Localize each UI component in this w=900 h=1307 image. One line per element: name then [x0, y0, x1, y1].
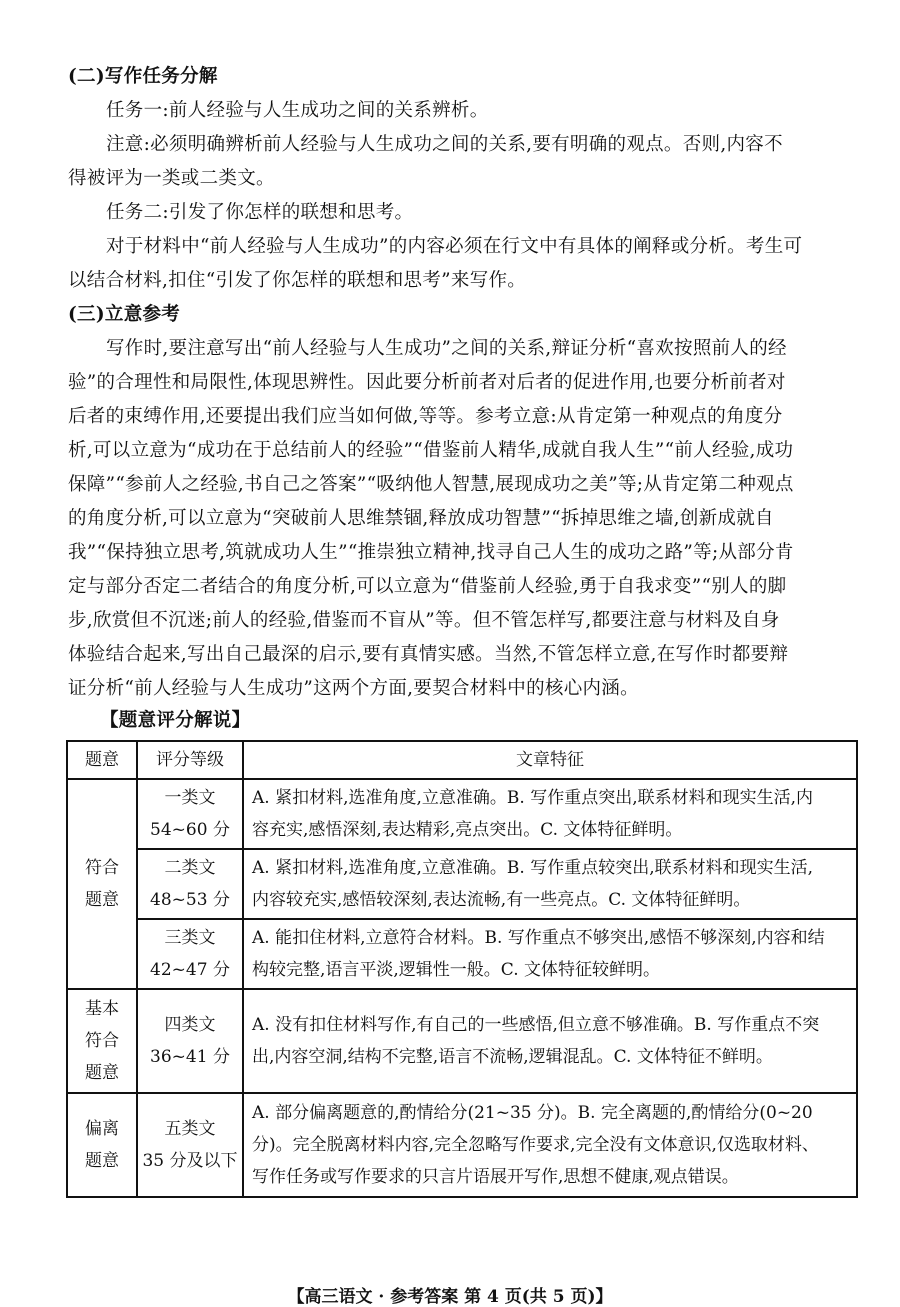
paragraph-line: 证分析“前人经验与人生成功”这两个方面,要契合材料中的核心内涵。 [68, 678, 639, 699]
rubric-heading: 【题意评分解说】 [100, 710, 251, 731]
table-row [67, 919, 857, 989]
category-cell: 基本 符合 题意 [67, 989, 137, 1093]
task-one: 任务一:前人经验与人生成功之间的关系辨析。 [106, 100, 489, 121]
note-line: 得被评为一类或二类文。 [68, 168, 275, 189]
paragraph-line: 析,可以立意为“成功在于总结前人的经验”“借鉴前人精华,成就自我人生”“前人经验,成功 [68, 440, 794, 461]
page-footer: 【高三语文 · 参考答案 第 4 页(共 5 页)】 [287, 1287, 613, 1307]
section-heading-task-breakdown: (二)写作任务分解 [68, 66, 218, 87]
grade-cell: 一类文 54~60 分 [137, 779, 243, 849]
features-cell: A. 部分偏离题意的,酌情给分(21~35 分)。B. 完全离题的,酌情给分(0~20 分)。完全脱离材料内容,完全忽略写作要求,完全没有文体意识,仅选取材料、 写作任务或写作要求的只言片语展开写作,思想不健康,观点错误。 [243, 1093, 857, 1197]
material-note-line: 对于材料中“前人经验与人生成功”的内容必须在行文中有具体的阐释或分析。考生可 [106, 236, 803, 257]
paragraph-line: 的角度分析,可以立意为“突破前人思维禁锢,释放成功智慧”“拆掉思维之墙,创新成就自 [68, 508, 774, 529]
header-topic: 题意 [67, 741, 137, 779]
table-row [67, 779, 857, 849]
table-row [67, 1093, 857, 1197]
category-cell: 符合 题意 [67, 779, 137, 989]
grade-cell: 二类文 48~53 分 [137, 849, 243, 919]
paragraph-line: 后者的束缚作用,还要提出我们应当如何做,等等。参考立意:从肯定第一种观点的角度分 [68, 406, 783, 427]
grade-cell: 四类文 36~41 分 [137, 989, 243, 1093]
material-note-line: 以结合材料,扣住“引发了你怎样的联想和思考”来写作。 [68, 270, 527, 291]
task-two: 任务二:引发了你怎样的联想和思考。 [106, 202, 414, 223]
paragraph-line: 写作时,要注意写出“前人经验与人生成功”之间的关系,辩证分析“喜欢按照前人的经 [106, 338, 787, 359]
features-cell: A. 能扣住材料,立意符合材料。B. 写作重点不够突出,感悟不够深刻,内容和结 构较完整,语言平淡,逻辑性一般。C. 文体特征较鲜明。 [243, 919, 857, 989]
paragraph-line: 验”的合理性和局限性,体现思辨性。因此要分析前者对后者的促进作用,也要分析前者对 [68, 372, 786, 393]
paragraph-line: 体验结合起来,写出自己最深的启示,要有真情实感。当然,不管怎样立意,在写作时都要辩 [68, 644, 789, 665]
table-row [67, 849, 857, 919]
features-cell: A. 紧扣材料,选准角度,立意准确。B. 写作重点较突出,联系材料和现实生活, 内容较充实,感悟较深刻,表达流畅,有一些亮点。C. 文体特征鲜明。 [243, 849, 857, 919]
header-grade: 评分等级 [137, 741, 243, 779]
header-features: 文章特征 [243, 741, 857, 779]
table-header-row [67, 741, 857, 779]
category-cell: 偏离 题意 [67, 1093, 137, 1197]
features-cell: A. 紧扣材料,选准角度,立意准确。B. 写作重点突出,联系材料和现实生活,内 容充实,感悟深刻,表达精彩,亮点突出。C. 文体特征鲜明。 [243, 779, 857, 849]
grade-cell: 五类文 35 分及以下 [137, 1093, 243, 1197]
paragraph-line: 保障”“参前人之经验,书自己之答案”“吸纳他人智慧,展现成功之美”等;从肯定第二种观点 [68, 474, 794, 495]
rubric-table [66, 740, 858, 1198]
paragraph-line: 步,欣赏但不沉迷;前人的经验,借鉴而不盲从”等。但不管怎样写,都要注意与材料及自身 [68, 610, 780, 631]
section-heading-theme-reference: (三)立意参考 [68, 304, 181, 325]
features-cell: A. 没有扣住材料写作,有自己的一些感悟,但立意不够准确。B. 写作重点不突 出,内容空洞,结构不完整,语言不流畅,逻辑混乱。C. 文体特征不鲜明。 [243, 989, 857, 1093]
paragraph-line: 定与部分否定二者结合的角度分析,可以立意为“借鉴前人经验,勇于自我求变”“别人的脚 [68, 576, 787, 597]
note-line: 注意:必须明确辨析前人经验与人生成功之间的关系,要有明确的观点。否则,内容不 [106, 134, 783, 155]
table-row [67, 989, 857, 1093]
grade-cell: 三类文 42~47 分 [137, 919, 243, 989]
paragraph-line: 我”“保持独立思考,筑就成功人生”“推崇独立精神,找寻自己人生的成功之路”等;从部分肯 [68, 542, 794, 563]
